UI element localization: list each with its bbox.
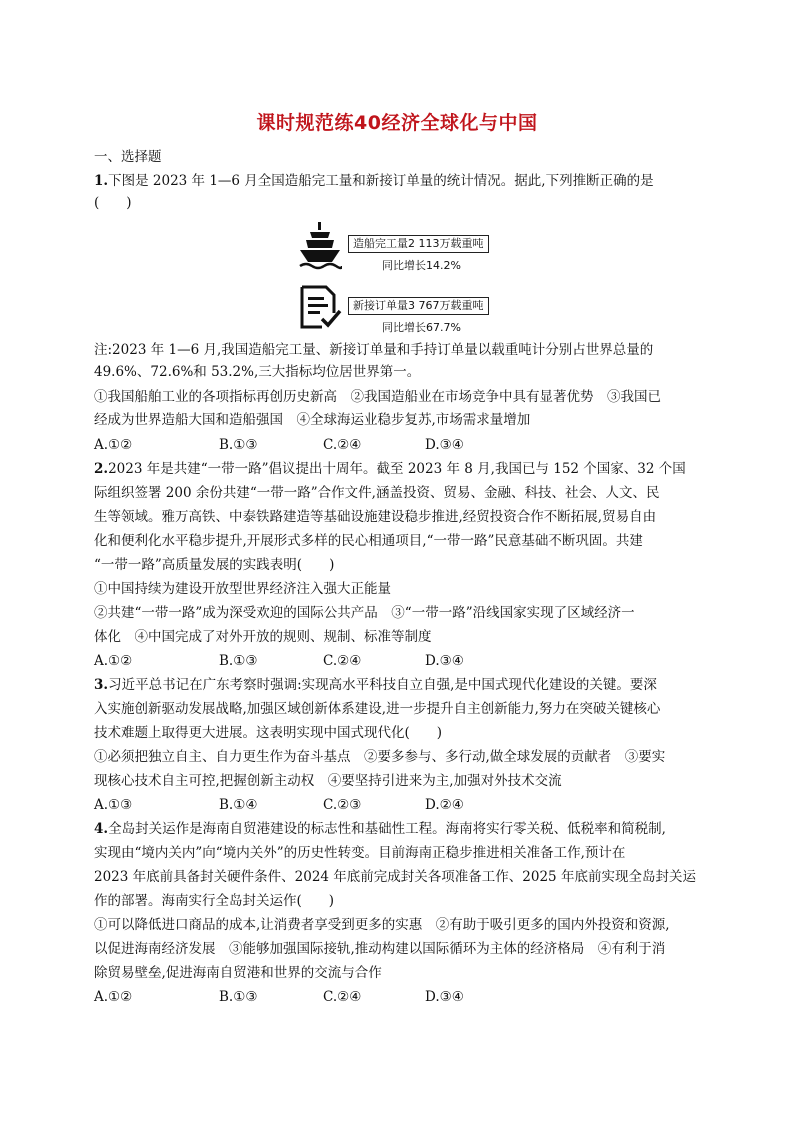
q4-stem-line-1: 4.全岛封关运作是海南自贸港建设的标志性和基础性工程。海南将实行零关税、低税率和简税制, <box>94 821 666 837</box>
q3-option-b[interactable]: B.①④ <box>219 797 258 813</box>
q2-stem-line-2: 际组织签署 200 余份共建“一带一路”合作文件,涵盖投资、贸易、金融、科技、社会、人文、民 <box>94 485 660 501</box>
q1-option-d[interactable]: D.③④ <box>425 437 464 453</box>
q1-stem-line-1: 1.下图是 2023 年 1—6 月全国造船完工量和新接订单量的统计情况。据此,下列推断正确的是 <box>94 173 654 189</box>
q2-stem-line-5: “一带一路”高质量发展的实践表明( ) <box>94 557 335 573</box>
q4-stem-line-3: 2023 年底前具备封关硬件条件、2024 年底前完成封关各项准备工作、2025 年底前实现全岛封关运 <box>94 869 696 885</box>
q3-statement-line-2: 现核心技术自主可控,把握创新主动权 ④要坚持引进来为主,加强对外技术交流 <box>94 773 562 789</box>
q2-option-a[interactable]: A.①② <box>94 653 133 669</box>
q2-stem-line-1: 2.2023 年是共建“一带一路”倡议提出十周年。截至 2023 年 8 月,我国已与 152 个国家、32 个国 <box>94 461 686 477</box>
q4-option-d[interactable]: D.③④ <box>425 989 464 1005</box>
section-heading: 一、选择题 <box>94 149 162 165</box>
q1-number: 1. <box>94 173 109 189</box>
new-orders-growth-label: 同比增长67.7% <box>382 321 461 334</box>
q4-option-a[interactable]: A.①② <box>94 989 133 1005</box>
q3-option-d[interactable]: D.②④ <box>425 797 464 813</box>
q3-number: 3. <box>94 677 109 693</box>
q3-option-c[interactable]: C.②③ <box>323 797 362 813</box>
q4-statement-line-2: 以促进海南经济发展 ③能够加强国际接轨,推动构建以国际循环为主体的经济格局 ④有利于消 <box>94 941 666 957</box>
q2-option-b[interactable]: B.①③ <box>219 653 258 669</box>
q1-statement-line-2: 经成为世界造船大国和造船强国 ④全球海运业稳步复苏,市场需求量增加 <box>94 412 531 428</box>
q4-statement-line-1: ①可以降低进口商品的成本,让消费者享受到更多的实惠 ②有助于吸引更多的国内外投资和资源, <box>94 917 670 933</box>
q3-option-a[interactable]: A.①③ <box>94 797 133 813</box>
completion-volume-box: 造船完工量2 113万载重吨 <box>348 235 489 253</box>
document-check-icon <box>298 285 342 333</box>
q4-number: 4. <box>94 821 109 837</box>
q2-option-d[interactable]: D.③④ <box>425 653 464 669</box>
q3-stem-line-1: 3.习近平总书记在广东考察时强调:实现高水平科技自立自强,是中国式现代化建设的关键。要深 <box>94 677 657 693</box>
q2-stem-line-4: 化和便利化水平稳步提升,开展形式多样的民心相通项目,“一带一路”民意基础不断巩固。共建 <box>94 533 643 549</box>
q3-statement-line-1: ①必须把独立自主、自力更生作为奋斗基点 ②要多参与、多行动,做全球发展的贡献者 ③要实 <box>94 749 666 765</box>
completion-growth-label: 同比增长14.2% <box>382 259 461 272</box>
ship-icon <box>298 220 342 276</box>
q4-option-c[interactable]: C.②④ <box>323 989 362 1005</box>
q1-note-line-1: 注:2023 年 1—6 月,我国造船完工量、新接订单量和手持订单量以载重吨计分别占世界总量的 <box>94 342 654 358</box>
q2-stem-line-3: 生等领域。雅万高铁、中泰铁路建造等基础设施建设稳步推进,经贸投资合作不断拓展,贸易自由 <box>94 509 657 525</box>
page-title: 课时规范练40经济全球化与中国 <box>256 112 538 134</box>
q3-stem-line-2: 入实施创新驱动发展战略,加强区域创新体系建设,进一步提升自主创新能力,努力在突破关键核心 <box>94 701 661 717</box>
q1-stem-line-2: ( ) <box>94 195 132 211</box>
q2-statement-line-1: ①中国持续为建设开放型世界经济注入强大正能量 <box>94 581 391 597</box>
q2-number: 2. <box>94 461 109 477</box>
q2-statement-line-3: 体化 ④中国完成了对外开放的规则、规制、标准等制度 <box>94 629 432 645</box>
q4-option-b[interactable]: B.①③ <box>219 989 258 1005</box>
q2-option-c[interactable]: C.②④ <box>323 653 362 669</box>
q1-option-c[interactable]: C.②④ <box>323 437 362 453</box>
q3-stem-line-3: 技术难题上取得更大进展。这表明实现中国式现代化( ) <box>94 725 443 741</box>
q1-note-line-2: 49.6%、72.6%和 53.2%,三大指标均位居世界第一。 <box>94 364 421 380</box>
q4-stem-line-2: 实现由“境内关内”向“境内关外”的历史性转变。目前海南正稳步推进相关准备工作,预计在 <box>94 845 626 861</box>
q1-statement-line-1: ①我国船舶工业的各项指标再创历史新高 ②我国造船业在市场竞争中具有显著优势 ③我国已 <box>94 389 661 405</box>
q1-option-b[interactable]: B.①③ <box>219 437 258 453</box>
q4-statement-line-3: 除贸易壁垒,促进海南自贸港和世界的交流与合作 <box>94 965 382 981</box>
new-orders-volume-box: 新接订单量3 767万载重吨 <box>348 297 489 315</box>
q1-option-a[interactable]: A.①② <box>94 437 133 453</box>
q1-figure <box>298 220 508 335</box>
q4-stem-line-4: 作的部署。海南实行全岛封关运作( ) <box>94 893 335 909</box>
q2-statement-line-2: ②共建“一带一路”成为深受欢迎的国际公共产品 ③“一带一路”沿线国家实现了区域经济一 <box>94 605 635 621</box>
